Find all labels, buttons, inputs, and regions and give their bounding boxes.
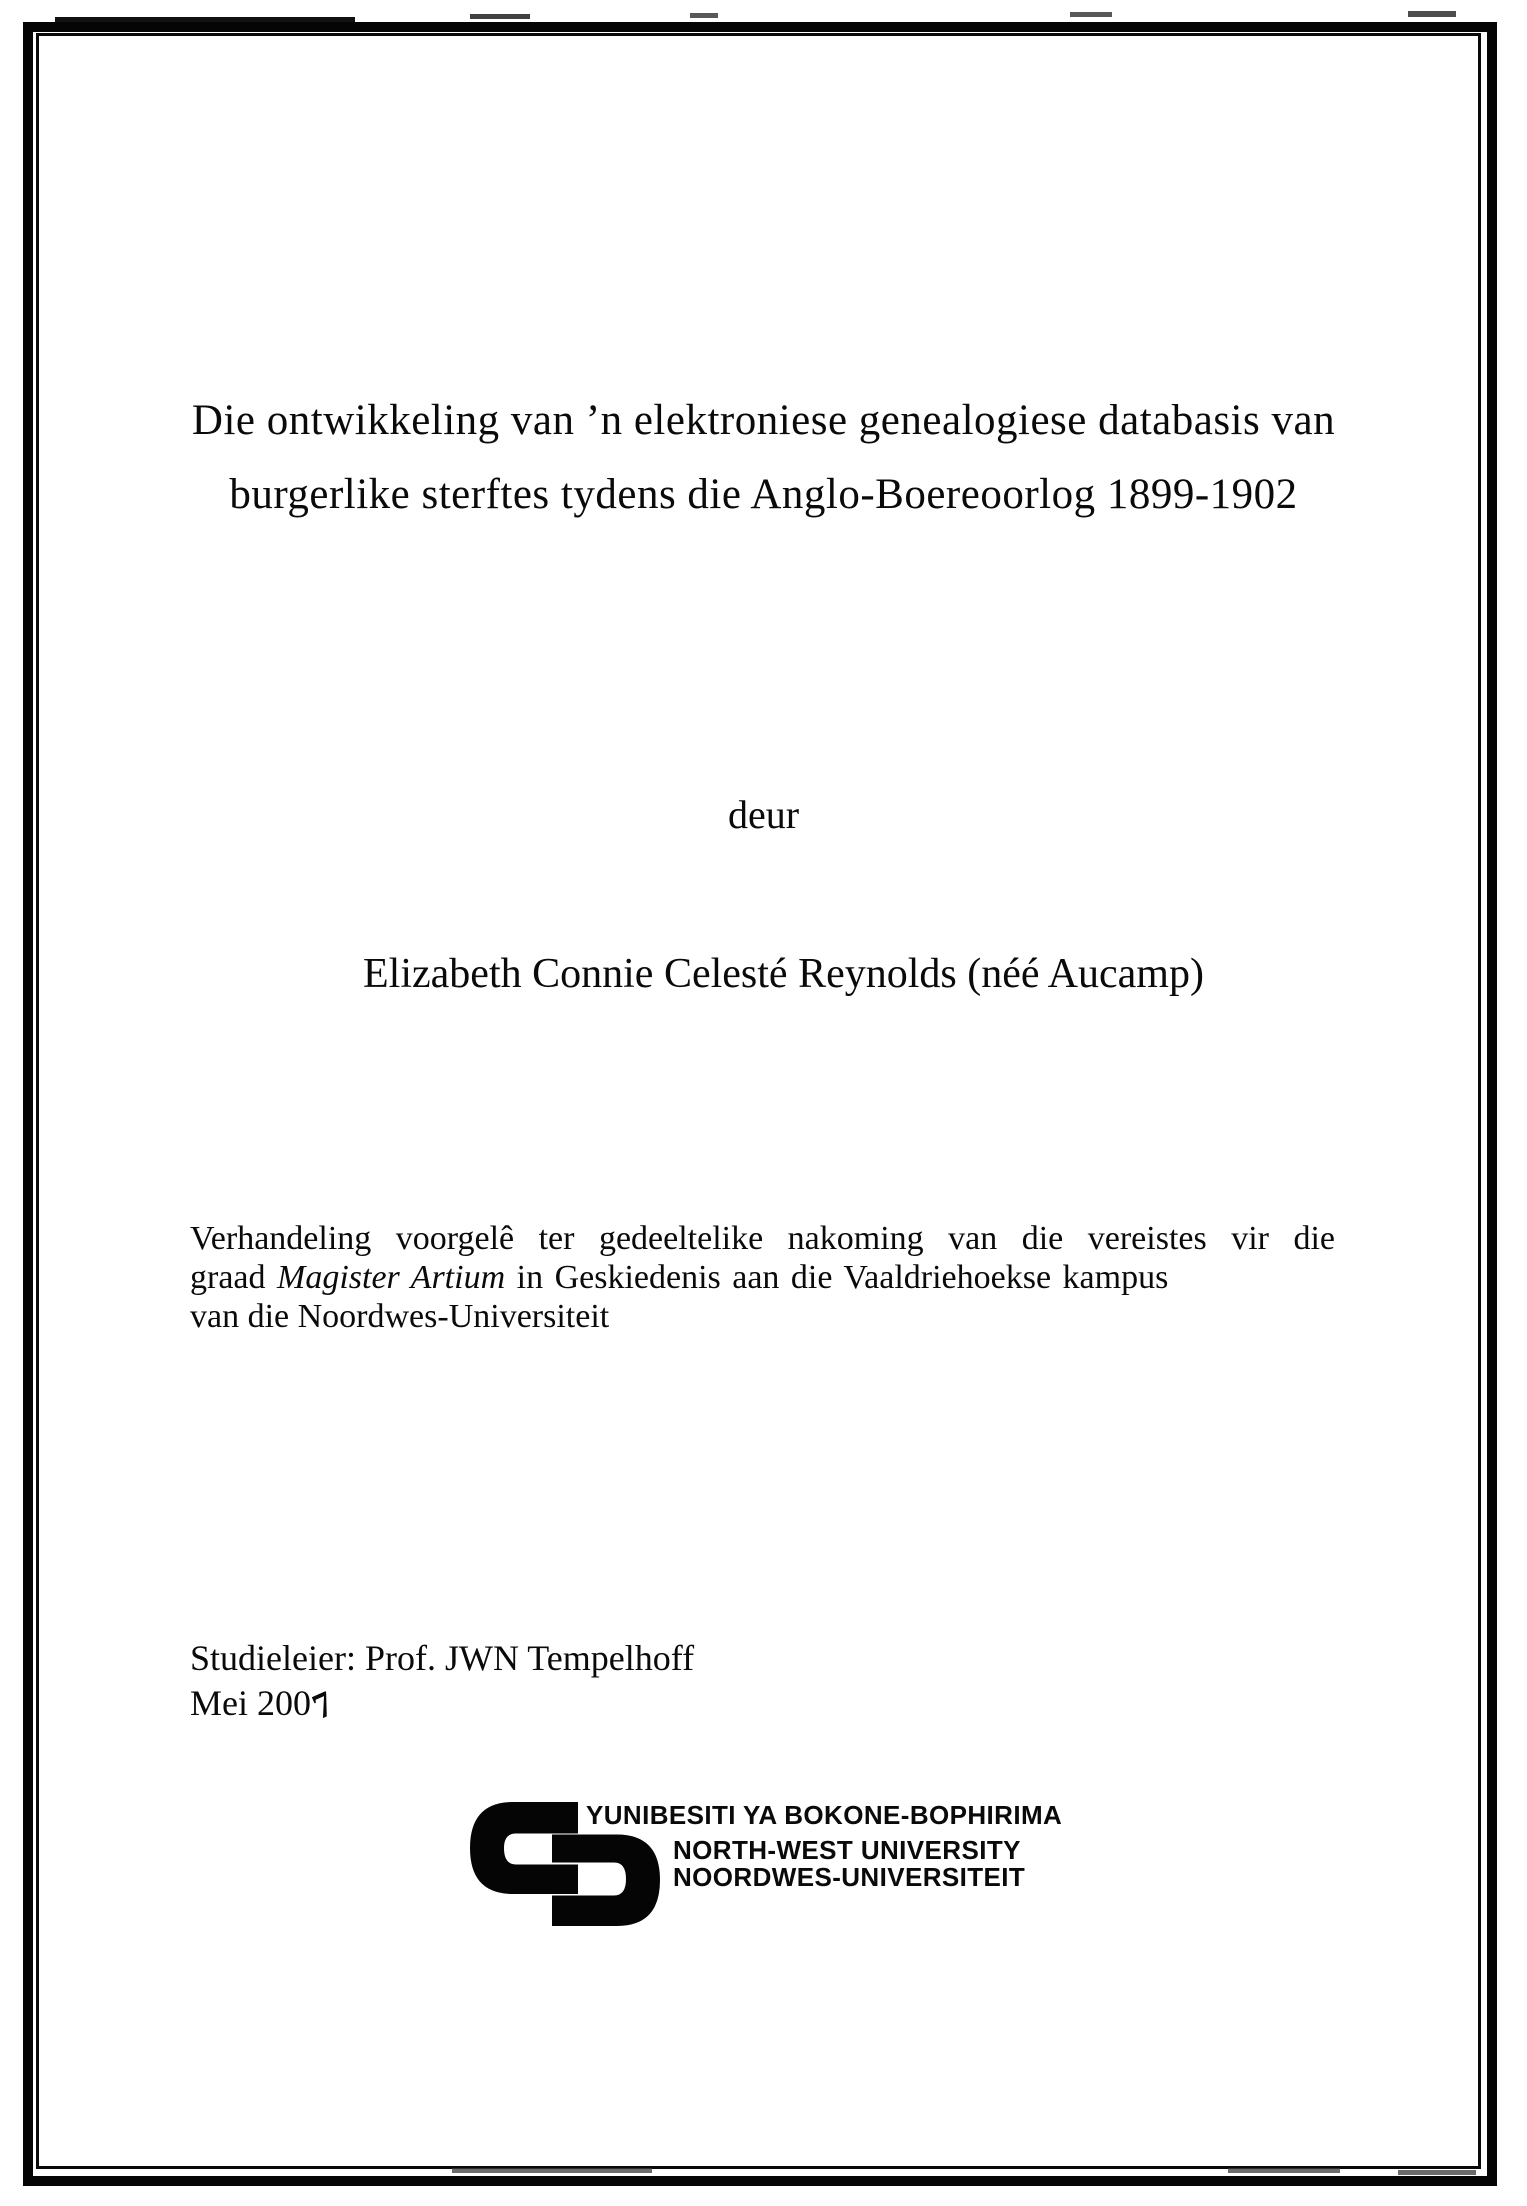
author-name: Elizabeth Connie Celesté Reynolds (néé Aucamp) bbox=[363, 951, 1204, 997]
thesis-title bbox=[90, 384, 1437, 532]
logo-text-afrikaans: NOORDWES-UNIVERSITEIT bbox=[673, 1862, 1026, 1892]
thesis-title-line1: Die ontwikkeling van ’n elektroniese genealogiese databasis van bbox=[191, 397, 1336, 444]
supervisor-line: Studieleier: Prof. JWN Tempelhoff bbox=[190, 1638, 695, 1678]
scan-artifact bbox=[1408, 11, 1456, 17]
thesis-title-line2: burgerlike sterftes tydens die Anglo-Boereoorlog 1899-1902 bbox=[229, 471, 1298, 518]
statement-line2-post: in Geskiedenis aan die Vaaldriehoekse kampus bbox=[505, 1259, 1169, 1296]
byline: deur bbox=[727, 792, 800, 837]
date-last-digit: 7 bbox=[306, 1683, 340, 1727]
date-line bbox=[190, 1681, 694, 1726]
statement-line3: van die Noordwes-Universiteit bbox=[190, 1298, 610, 1335]
scan-artifact bbox=[1228, 2168, 1340, 2173]
scan-artifact bbox=[1398, 2170, 1476, 2175]
statement-line2 bbox=[190, 1258, 1335, 1297]
logo-text-setswana: YUNIBESITI YA BOKONE-BOPHIRIMA bbox=[586, 1800, 1063, 1830]
supervisor-block bbox=[190, 1636, 694, 1726]
degree-name: Magister Artium bbox=[277, 1259, 506, 1296]
scan-artifact bbox=[1070, 12, 1112, 17]
scan-artifact bbox=[470, 14, 530, 19]
logo-text-english: NORTH-WEST UNIVERSITY bbox=[673, 1835, 1021, 1865]
statement-line1: Verhandeling voorgelê ter gedeeltelike nakoming van die vereistes vir die bbox=[190, 1220, 1335, 1257]
submission-statement bbox=[190, 1219, 1335, 1336]
date-prefix: Mei 200 bbox=[190, 1683, 311, 1723]
statement-line2-pre: graad bbox=[190, 1259, 278, 1296]
scan-artifact bbox=[452, 2168, 652, 2173]
scan-artifact bbox=[690, 13, 718, 18]
